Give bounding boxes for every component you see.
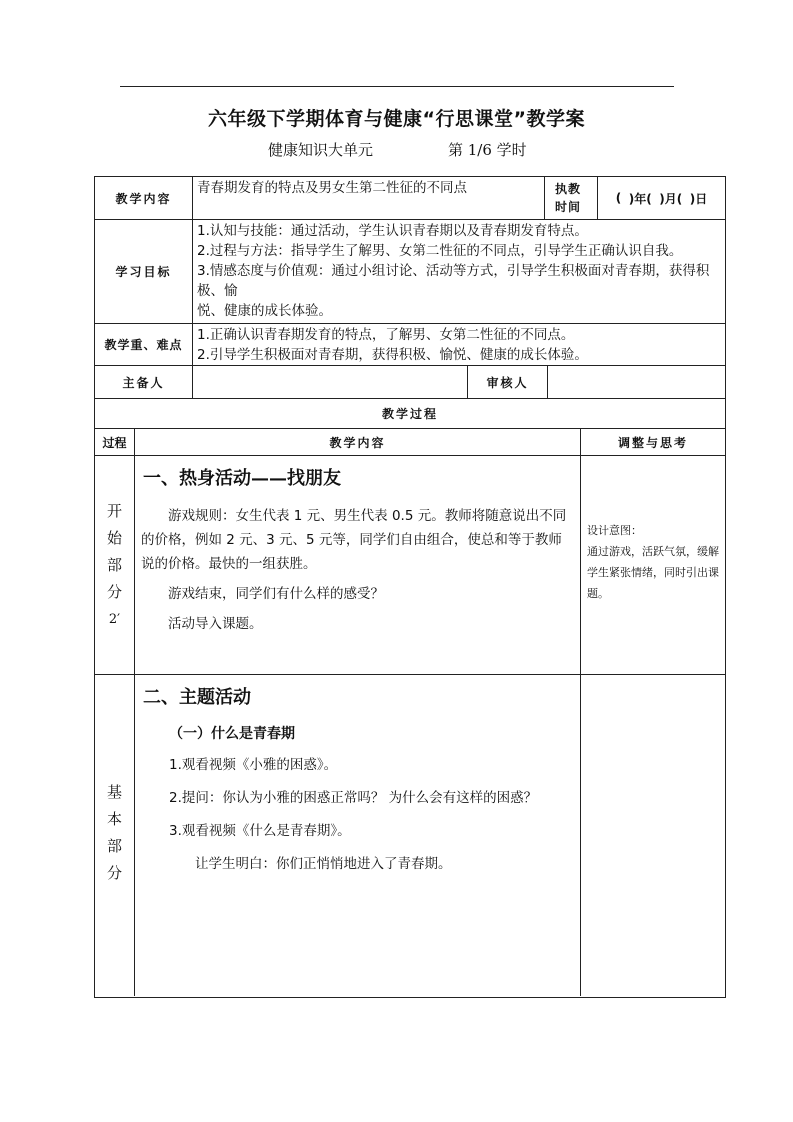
page-title: 六年级下学期体育与健康“行思课堂”教学案	[208, 108, 585, 130]
col-content-header: 教学内容	[135, 429, 581, 455]
stage-title: 二、主题活动	[143, 687, 251, 708]
row-staff	[95, 366, 725, 399]
row-stage-main	[95, 675, 725, 996]
design-intent-title: 设计意图：	[587, 524, 642, 537]
stage-title: 一、热身活动——找朋友	[143, 468, 341, 489]
date-day: )日	[689, 191, 708, 206]
stage-char: 始	[106, 528, 122, 547]
stage-content-main	[135, 675, 581, 996]
row-key-points	[95, 324, 725, 366]
design-intent-text: 通过游戏，活跃气氛，缓解学生紧张情绪，同时引出课题。	[587, 545, 719, 600]
col-reflect-header: 调整与思考	[617, 435, 688, 450]
key-points-label: 教学重、难点	[95, 324, 193, 365]
activity-line: 2.提问：你认为小雅的困惑正常吗？ 为什么会有这样的困惑？	[169, 790, 538, 806]
preparer-value[interactable]	[193, 366, 468, 398]
stage-reflect-main	[581, 675, 725, 996]
unit-label: 健康知识大单元	[268, 141, 374, 159]
goal-line: 悦、健康的成长体验。	[197, 303, 332, 319]
reviewer-label: 审核人	[468, 366, 548, 398]
goals-label: 学习目标	[95, 220, 193, 323]
activity-line: 1.观看视频《小雅的困惑》。	[169, 757, 338, 773]
row-goals	[95, 220, 725, 324]
section-subheading: （一）什么是青春期	[169, 726, 295, 742]
key-point-line: 2.引导学生积极面对青春期，获得积极、愉悦、健康的成长体验。	[197, 347, 588, 363]
goal-line: 1.认知与技能：通过活动，学生认识青春期以及青春期发育特点。	[197, 223, 588, 239]
lesson-plan-table	[94, 176, 726, 998]
stage-content-warmup	[135, 456, 581, 674]
date-month: )月(	[659, 191, 683, 206]
exec-time-label: 执教时间	[545, 177, 598, 219]
process-title: 教学过程	[381, 407, 438, 421]
stage-char: 开	[106, 501, 122, 520]
date-open: (	[615, 191, 622, 205]
conclusion-line: 让学生明白：你们正悄悄地进入了青春期。	[195, 856, 452, 872]
goals-text	[193, 220, 725, 323]
stage-char: 基	[106, 783, 122, 801]
row-column-headers	[95, 429, 725, 456]
date-year: )年(	[628, 191, 652, 206]
content-label: 教学内容	[95, 177, 193, 219]
col-stage-header: 过程	[95, 429, 135, 455]
period-label: 第 1/6 学时	[448, 141, 527, 159]
stage-char: 分	[106, 864, 122, 882]
stage-name-warmup	[95, 456, 135, 674]
stage-name-main	[95, 675, 135, 996]
stage-reflect-warmup	[581, 456, 725, 674]
key-points-text	[193, 324, 725, 365]
row-content	[95, 177, 725, 220]
reviewer-value[interactable]	[548, 366, 725, 398]
stage-char: 部	[106, 837, 122, 855]
question-text: 游戏结束，同学们有什么样的感受？	[168, 586, 384, 602]
stage-char: 本	[106, 810, 122, 828]
goal-line: 2.过程与方法：指导学生了解男、女第二性征的不同点，引导学生正确认识自我。	[197, 243, 683, 259]
stage-char: 部	[106, 555, 122, 574]
content-text: 青春期发育的特点及男女生第二性征的不同点	[193, 177, 545, 219]
stage-duration: 2′	[108, 611, 121, 627]
game-rules: 游戏规则：女生代表 1 元、男生代表 0.5 元。教师将随意说出不同的价格，例如 2 元、3 元、5 元等，同学们自由组合，使总和等于教师说的价格。最快的一组获胜。	[141, 508, 567, 572]
intro-text: 活动导入课题。	[168, 616, 263, 632]
preparer-label: 主备人	[95, 366, 193, 398]
activity-line: 3.观看视频《什么是青春期》。	[169, 823, 351, 839]
goal-line: 3.情感态度与价值观：通过小组讨论、活动等方式，引导学生积极面对青春期，获得积极、愉	[197, 263, 710, 299]
stage-char: 分	[106, 582, 122, 601]
row-process-title	[95, 399, 725, 429]
date-field[interactable]	[598, 177, 725, 219]
row-stage-warmup	[95, 456, 725, 675]
key-point-line: 1.正确认识青春期发育的特点，了解男、女第二性征的不同点。	[197, 327, 575, 343]
header-rule	[120, 86, 674, 87]
